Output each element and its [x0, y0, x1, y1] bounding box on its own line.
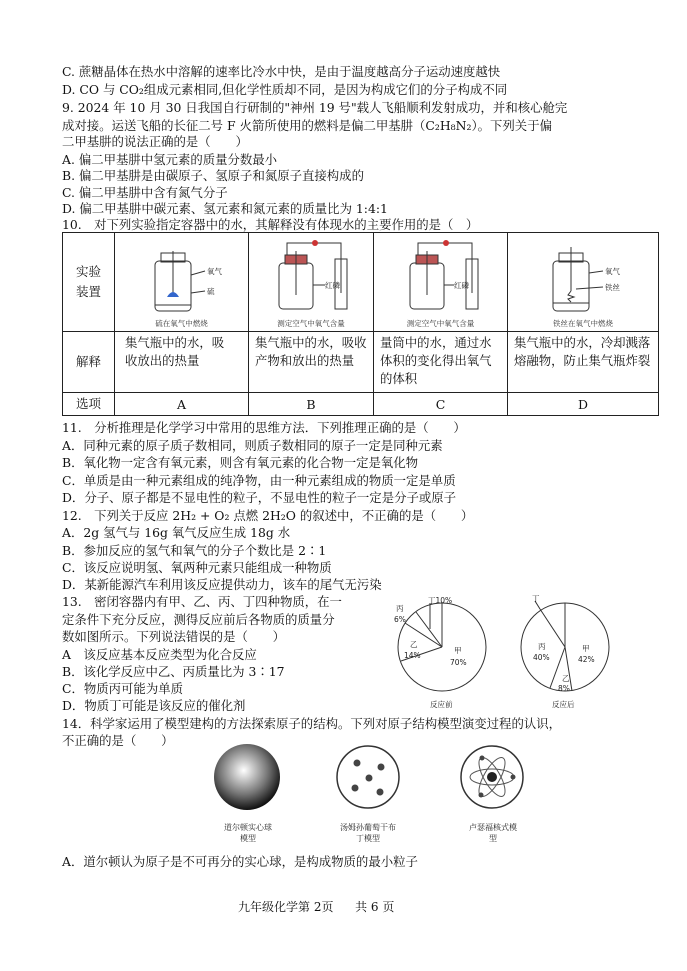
- q11-option-a: A．同种元素的原子质子数相同，则质子数相同的原子一定是同种元素: [62, 438, 443, 453]
- pie-before-label-yi: 乙: [410, 640, 418, 649]
- option-c: C: [374, 393, 508, 416]
- pie-after-label-jia-pct: 42%: [578, 655, 595, 664]
- thomson-model-icon: [337, 746, 399, 808]
- q14-option-a: A．道尔顿认为原子是不可再分的实心球，是构成物质的最小粒子: [62, 854, 418, 869]
- row-header-explanation: 解释: [63, 332, 115, 393]
- pie-after: [521, 595, 609, 709]
- pie-after-label-yi: 乙: [562, 674, 570, 683]
- footer-total-pages: 共 6 页: [355, 900, 395, 914]
- q12-option-d: D．某新能源汽车利用该反应提供动力，该车的尾气无污染: [62, 577, 382, 592]
- q9-option-b: B. 偏二甲基肼是由碳原子、氢原子和氮原子直接构成的: [62, 168, 364, 183]
- option-d: D: [508, 393, 659, 416]
- caption-a: 硫在氧气中燃烧: [155, 319, 208, 328]
- q12-stem: 12. 下列关于反应 2H₂ + O₂ 点燃 2H₂O 的叙述中，不正确的是（ ）: [62, 508, 474, 523]
- phosphorus-oxygen-diagram-b: [249, 233, 373, 328]
- page-footer: [238, 898, 394, 915]
- q13-stem-3: 数如图所示。下列说法错误的是（ ）: [62, 629, 286, 644]
- q8-option-d: D. CO 与 CO₂组成元素相同,但化学性质却不同，是因为构成它们的分子构成不同: [62, 82, 508, 97]
- q13-stem-2: 定条件下充分反应，测得反应前后各物质的质量分: [62, 612, 335, 627]
- q11-option-d: D．分子、原子都是不显电性的粒子，不显电性的粒子一定是分子或原子: [62, 490, 457, 505]
- q14-stem-2: 不正确的是（ ）: [62, 733, 174, 748]
- iron-burning-diagram: [508, 233, 658, 328]
- q9-option-a: A. 偏二甲基肼中氢元素的质量分数最小: [62, 152, 278, 167]
- label-iron-wire: 铁丝: [605, 283, 620, 292]
- q10-stem: 10. 对下列实验指定容器中的水，其解释没有体现水的主要作用的是（ ）: [62, 217, 479, 232]
- dalton-model-icon: [214, 744, 280, 810]
- q13-stem-1: 13. 密闭容器内有甲、乙、丙、丁四种物质，在一: [62, 594, 342, 609]
- atom-models: [210, 742, 540, 814]
- q12-option-b: B．参加反应的氢气和氧气的分子个数比是 2∶1: [62, 543, 327, 558]
- experiment-table: [62, 232, 659, 416]
- q14-stem-1: 14．科学家运用了模型建构的方法探索原子的结构。下列对原子结构模型演变过程的认识，: [62, 716, 562, 731]
- q12-option-a: A．2g 氢气与 16g 氧气反应生成 18g 水: [62, 525, 291, 540]
- pie-after-label-yi-pct: 8%: [558, 684, 570, 693]
- q8-option-c: C. 蔗糖晶体在热水中溶解的速率比冷水中快，是由于温度越高分子运动速度越快: [62, 64, 501, 79]
- q12-option-c: C．该反应说明氢、氧两种元素只能组成一种物质: [62, 560, 332, 575]
- apparatus-a: [115, 233, 249, 332]
- q9-option-d: D. 偏二甲基肼中碳元素、氢元素和氮元素的质量比为 1:4:1: [62, 201, 388, 216]
- rutherford-model-icon: [461, 746, 523, 808]
- explanation-c: 量筒中的水，通过水体积的变化得出氧气的体积: [374, 332, 508, 393]
- pie-before-label-jia: 甲: [454, 646, 462, 655]
- row-header-option: 选项: [63, 393, 115, 416]
- label-phosphorus-b: 红磷: [325, 281, 340, 290]
- pie-after-label-bing: 丙: [538, 642, 546, 651]
- apparatus-b: [249, 233, 374, 332]
- q11-stem: 11. 分析推理是化学学习中常用的思维方法．下列推理正确的是（ ）: [62, 420, 466, 435]
- q9-stem-1: 9. 2024 年 10 月 30 日我国自行研制的"神州 19 号"载人飞船顺利发射成功，并和核心舱完: [62, 100, 568, 115]
- pie-after-label-ding: 丁: [532, 595, 540, 603]
- apparatus-c: [374, 233, 508, 332]
- sulfur-burning-diagram: [115, 233, 248, 328]
- pie-after-caption: 反应后: [552, 700, 575, 709]
- q13-option-b: B．该化学反应中乙、丙质量比为 3∶17: [62, 664, 285, 679]
- caption-c: 测定空气中氧气含量: [406, 319, 475, 328]
- pie-before-caption: 反应前: [430, 700, 453, 709]
- q11-option-c: C．单质是由一种元素组成的纯净物，由一种元素组成的物质一定是单质: [62, 473, 456, 488]
- option-b: B: [249, 393, 374, 416]
- pie-after-label-jia: 甲: [582, 644, 590, 653]
- pie-before-label-bing: 丙: [396, 604, 404, 613]
- pie-before-label-bing-pct: 6%: [394, 615, 406, 624]
- explanation-b: 集气瓶中的水，吸收产物和放出的热量: [249, 332, 374, 393]
- q9-option-c: C. 偏二甲基肼中含有氮气分子: [62, 185, 228, 200]
- q9-stem-2: 成对接。运送飞船的长征二号 F 火箭所使用的燃料是偏二甲基肼（C₂H₈N₂）。下列关于偏: [62, 118, 552, 133]
- option-a: A: [115, 393, 249, 416]
- row-header-apparatus: 实验装置: [63, 233, 115, 332]
- q13-option-d: D．物质丁可能是该反应的催化剂: [62, 698, 246, 713]
- pie-before: [394, 596, 486, 709]
- pie-before-label-jia-pct: 70%: [450, 658, 467, 667]
- pie-before-label-ding: 丁10%: [428, 596, 453, 605]
- q13-option-a: A 该反应基本反应类型为化合反应: [62, 647, 257, 662]
- caption-thomson: 汤姆孙葡萄干布丁模型: [340, 823, 396, 843]
- label-sulfur: 硫: [207, 287, 215, 296]
- label-oxygen-a: 氧气: [207, 267, 222, 276]
- footer-page-label: 九年级化学第 2页: [238, 900, 334, 914]
- apparatus-d: [508, 233, 659, 332]
- label-oxygen-d: 氧气: [605, 267, 620, 276]
- caption-dalton: 道尔顿实心球模型: [224, 823, 272, 843]
- explanation-a: 集气瓶中的水，吸收放出的热量: [115, 332, 249, 393]
- pie-charts: [392, 595, 662, 713]
- label-phosphorus-c: 红磷: [454, 281, 469, 290]
- q11-option-b: B．氧化物一定含有氧元素，则含有氧元素的化合物一定是氧化物: [62, 455, 419, 470]
- caption-b: 测定空气中氧气含量: [277, 319, 345, 328]
- caption-d: 铁丝在氧气中燃烧: [553, 319, 613, 328]
- explanation-d: 集气瓶中的水，冷却溅落熔融物，防止集气瓶炸裂: [508, 332, 659, 393]
- phosphorus-oxygen-diagram-c: [374, 233, 507, 328]
- q9-stem-3: 二甲基肼的说法正确的是（ ）: [62, 134, 248, 149]
- caption-rutherford: 卢瑟福核式模型: [469, 823, 517, 843]
- pie-before-label-yi-pct: 14%: [404, 651, 421, 660]
- pie-after-label-bing-pct: 40%: [533, 653, 550, 662]
- q13-option-c: C．物质丙可能为单质: [62, 681, 183, 696]
